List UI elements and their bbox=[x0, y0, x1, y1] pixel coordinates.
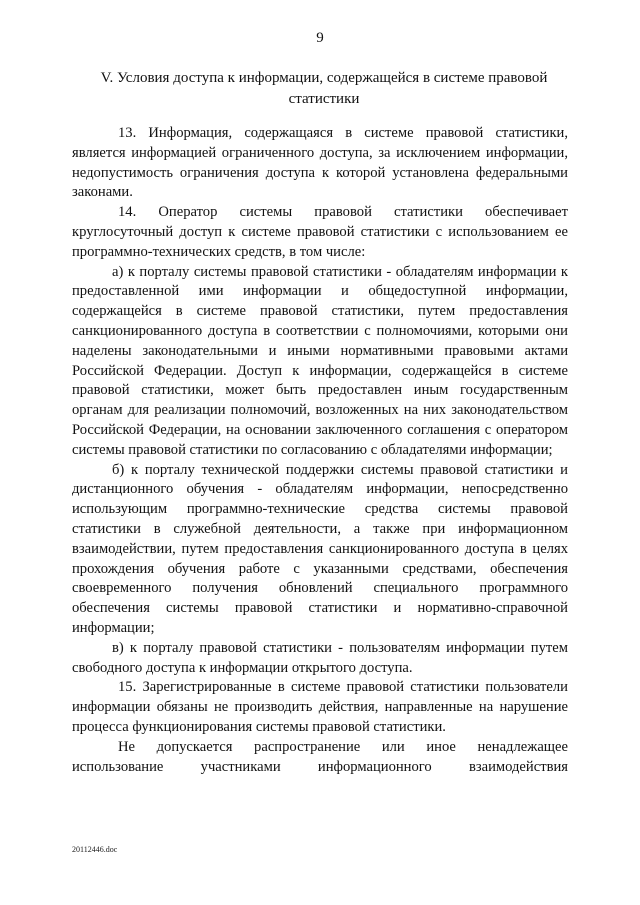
page-number: 9 bbox=[316, 30, 324, 46]
paragraph-13: 13. Информация, содержащаяся в системе правовой статистики, является информацией ограниченного доступа, за исключением информации, недопустимость ограничения доступа к которой установлена федеральными законами. bbox=[72, 125, 568, 201]
paragraph-14-b: б) к порталу технической поддержки системы правовой статистики и дистанционного обучения - обладателям информации, непосредственно использующим программно-технические средства системы правовой статистики в служебной деятельности, а также при информационном взаимодействии, путем предоставления санкционированного доступа в целях прохождения обучения работе с указанными средствами, обеспечения своевременного получения обновлений специального программного обеспечения системы правовой статистики и нормативно-справочной информации; bbox=[72, 461, 568, 636]
paragraph-continued: Не допускается распространение или иное ненадлежащее использование участниками информационного взаимодействия bbox=[72, 738, 568, 775]
paragraph-15: 15. Зарегистрированные в системе правовой статистики пользователи информации обязаны не производить действия, направленные на нарушение процесса функционирования системы правовой статистики. bbox=[72, 679, 568, 735]
paragraph-14-v: в) к порталу правовой статистики - пользователям информации путем свободного доступа к информации открытого доступа. bbox=[72, 639, 568, 676]
section-title: V. Условия доступа к информации, содержащейся в системе правовой статистики bbox=[100, 70, 548, 107]
document-filename: 20112446.doc bbox=[72, 845, 118, 854]
paragraph-14: 14. Оператор системы правовой статистики обеспечивает круглосуточный доступ к системе правовой статистики с использованием ее программно-технических средств, в том числе: bbox=[72, 204, 568, 260]
document-body bbox=[72, 124, 568, 777]
paragraph-14-a: а) к порталу системы правовой статистики - обладателям информации к предоставленной ими информации и общедоступной информации, содержащейся в системе правовой статистики, путем предоставления санкционированного доступа в соответствии с полномочиями, которыми они наделены законодательными и иными нормативными правовыми актами Российской Федерации. Доступ к информации, содержащейся в системе правовой статистики, может быть предоставлен иным государственным органам для реализации полномочий, возложенных на них законодательством Российской Федерации, на основании заключенного соглашения с оператором системы правовой статистики по согласованию с обладателями информации; bbox=[72, 263, 568, 458]
